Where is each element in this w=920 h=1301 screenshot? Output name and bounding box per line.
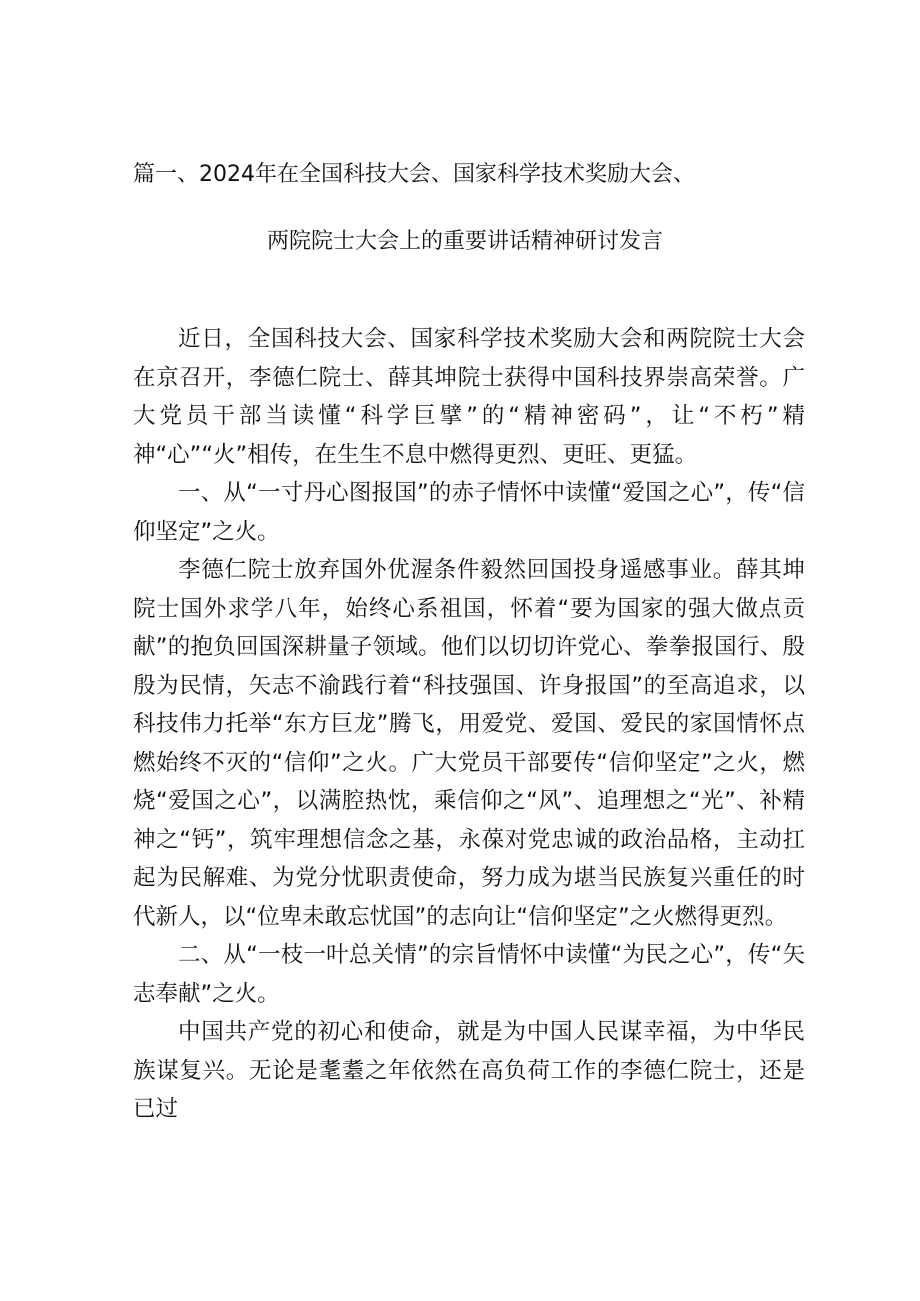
paragraph-heading-2: 二、从“一枝一叶总关情”的宗旨情怀中读懂“为民之心”，传“矢志奉献”之火。 — [133, 942, 805, 1007]
paragraph-heading-1: 一、从“一寸丹心图报国”的赤子情怀中读懂“爱国之心”，传“信仰坚定”之火。 — [133, 480, 805, 545]
document-title-line-1: 篇一、2024年在全国科技大会、国家科学技术奖励大会、 — [133, 162, 695, 187]
paragraph-body-2: 中国共产党的初心和使命，就是为中国人民谋幸福，为中华民族谋复兴。无论是耄耋之年依然在高负荷工作的李德仁院士，还是已过 — [133, 1019, 805, 1122]
document-body — [133, 320, 805, 1129]
paragraph-body-1: 李德仁院士放弃国外优渥条件毅然回国投身遥感事业。薛其坤院士国外求学八年，始终心系祖国，怀着“要为国家的强大做点贡献”的抱负回国深耕量子领域。他们以切切许党心、拳拳报国行、殷殷为民情，矢志不渝践行着“科技强国、许身报国”的至高追求，以科技伟力托举“东方巨龙”腾飞，用爱党、爱国、爱民的家国情怀点燃始终不灭的“信仰”之火。广大党员干部要传“信仰坚定”之火，燃烧“爱国之心”，以满腔热忱，乘信仰之“风”、追理想之“光”、补精神之“钙”，筑牢理想信念之基，永葆对党忠诚的政治品格，主动扛起为民解难、为党分忧职责使命，努力成为堪当民族复兴重任的时代新人，以“位卑未敢忘忧国”的志向让“信仰坚定”之火燃得更烈。 — [133, 557, 805, 930]
paragraph-intro: 近日，全国科技大会、国家科学技术奖励大会和两院院士大会在京召开，李德仁院士、薛其坤院士获得中国科技界崇高荣誉。广大党员干部当读懂“科学巨擘”的“精神密码”，让“不朽”精神“心”“火”相传，在生生不息中燃得更烈、更旺、更猛。 — [133, 326, 805, 468]
document-title-line-2: 两院院士大会上的重要讲话精神研讨发言 — [267, 229, 664, 254]
